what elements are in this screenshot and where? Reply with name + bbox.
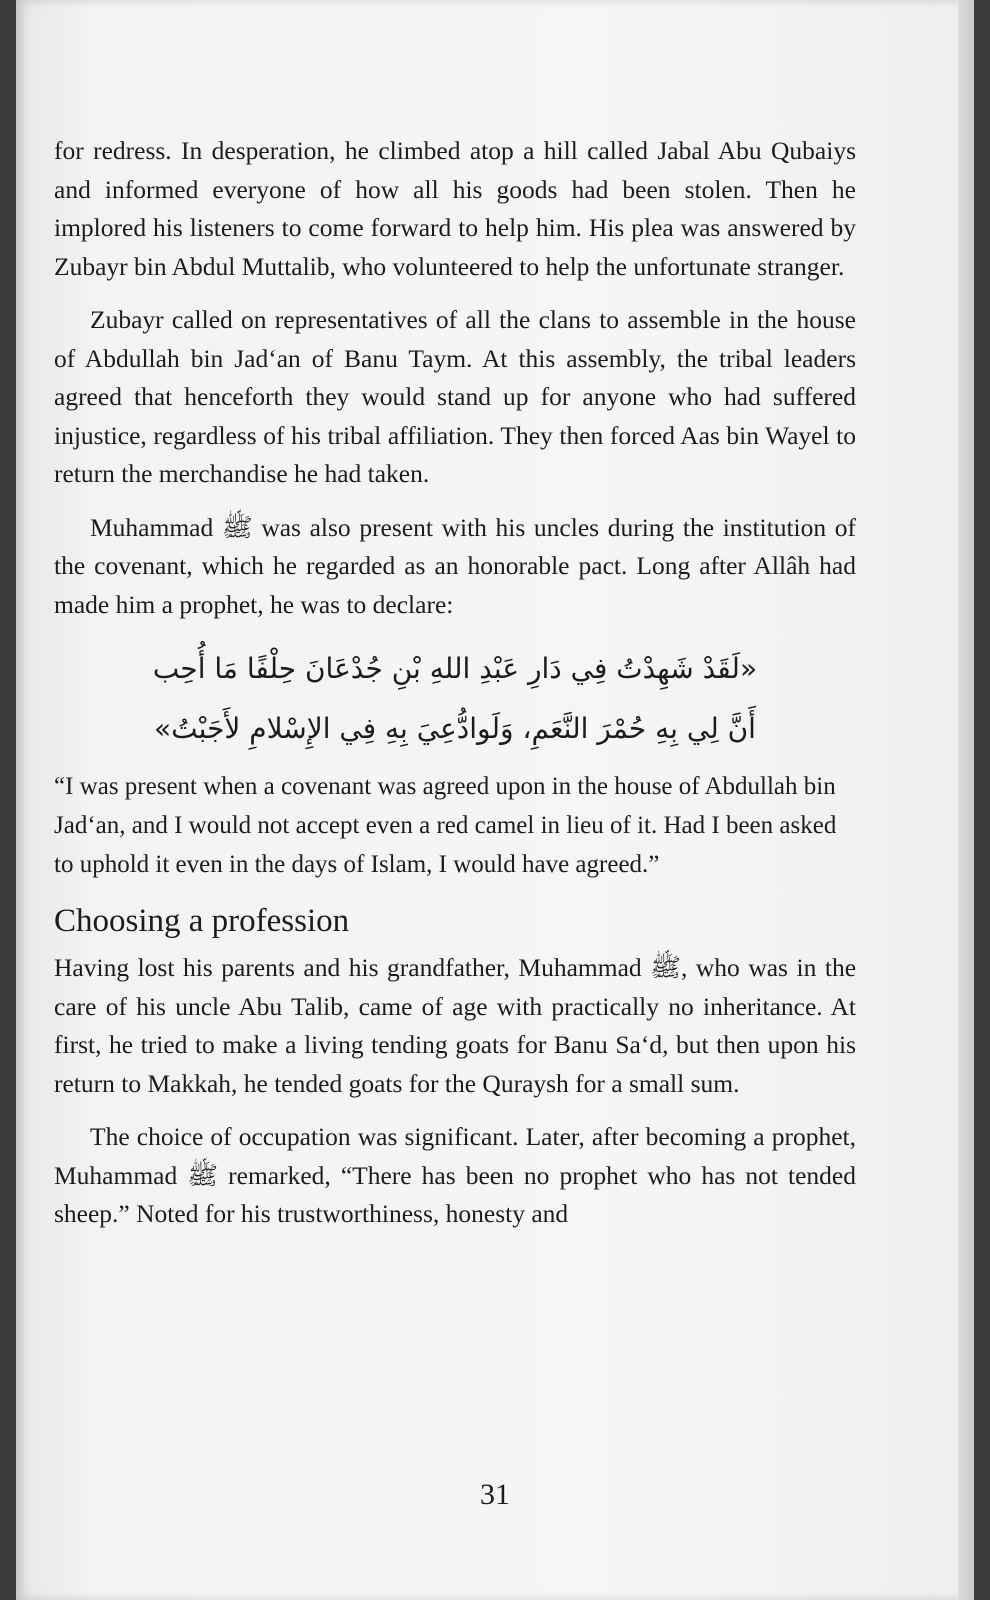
- book-page: [16, 0, 974, 1600]
- arabic-line-2: أَنَّ لِي بِهِ حُمْرَ النَّعَمِ، وَلَوادُّعِيَ بِهِ فِي الإِسْلامِ لأَجَبْتُ»: [154, 712, 756, 745]
- hadith-translation: “I was present when a covenant was agreed upon in the house of Abdullah bin Jad‘an, and I would not accept even a red camel in lieu of it. Had I been asked to uphold it even in the days of Islam, I would have agreed.”: [54, 773, 837, 878]
- paragraph-3: Muhammad ﷺ was also present with his uncles during the institution of the covenant, which he regarded as an honorable pact. Long after Allâh had made him a prophet, he was to declare:: [54, 512, 857, 619]
- paragraph-1: for redress. In desperation, he climbed atop a hill called Jabal Abu Qubaiys and informed everyone of how all his goods had been stolen. Then he implored his listeners to come forward to help him. His plea was answered by Zubayr bin Abdul Muttalib, who volunteered to help the unfortunate stranger.: [54, 136, 856, 281]
- arabic-line-1: «لَقَدْ شَهِدْتُ فِي دَارِ عَبْدِ اللهِ بْنِ جُدْعَانَ حِلْفًا مَا أُحِب: [152, 652, 758, 685]
- paragraph-2: Zubayr called on representatives of all the clans to assemble in the house of Abdullah bin Jad‘an of Banu Taym. At this assembly, the tribal leaders agreed that henceforth they would stand up for anyone who had suffered injustice, regardless of his tribal affiliation. They then forced Aas bin Wayel to return the merchandise he had taken.: [54, 305, 856, 488]
- paragraph-4: Having lost his parents and his grandfather, Muhammad ﷺ, who was in the care of his uncle Abu Talib, came of age with practically no inheritance. At first, he tried to make a living tending goats for Banu Sa‘d, but then upon his return to Makkah, he tended goats for the Quraysh for a small sum.: [54, 953, 857, 1098]
- page-number: 31: [480, 1478, 510, 1511]
- page-body: [54, 132, 856, 1249]
- section-heading: Choosing a profession: [54, 903, 350, 939]
- paragraph-5: The choice of occupation was significant. Later, after becoming a prophet, Muhammad ﷺ remarked, “There has been no prophet who has not tended sheep.” Noted for his trustworthiness, honesty and: [54, 1122, 856, 1228]
- arabic-hadith: [54, 639, 856, 759]
- page-edge: [958, 0, 974, 1600]
